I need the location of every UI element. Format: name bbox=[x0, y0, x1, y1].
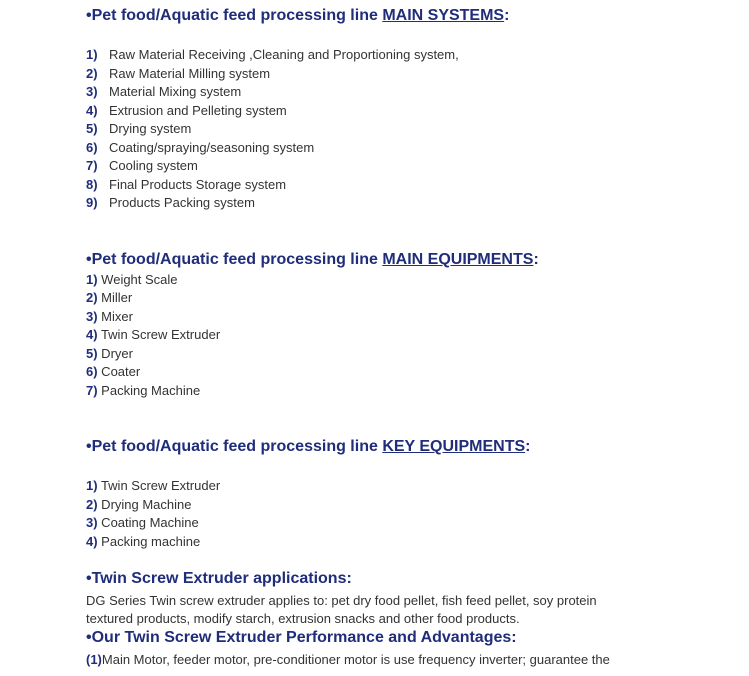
item-number: 1) bbox=[86, 478, 98, 493]
list-item bbox=[86, 66, 270, 82]
list-item bbox=[86, 497, 192, 513]
key-equipments-heading bbox=[86, 438, 530, 456]
heading-underlined: MAIN SYSTEMS bbox=[382, 7, 505, 24]
item-text: Extrusion and Pelleting system bbox=[109, 103, 287, 118]
item-text: Weight Scale bbox=[97, 272, 178, 287]
item-number: 6) bbox=[86, 364, 98, 379]
heading-text: •Pet food/Aquatic feed processing line bbox=[86, 7, 383, 24]
item-text: Raw Material Milling system bbox=[109, 66, 271, 81]
item-text: Mixer bbox=[97, 309, 133, 324]
item-text: Main Motor, feeder motor, pre-conditioner motor is use frequency inverter; guarantee the bbox=[101, 652, 610, 667]
item-number: 4) bbox=[86, 327, 98, 342]
item-number: 3) bbox=[86, 84, 98, 99]
item-number: 5) bbox=[86, 346, 98, 361]
item-number: 7) bbox=[86, 383, 98, 398]
list-item bbox=[86, 272, 178, 288]
item-text: Raw Material Receiving ,Cleaning and Proportioning system, bbox=[109, 47, 459, 62]
item-text: Drying Machine bbox=[97, 497, 192, 512]
item-text: Coater bbox=[97, 364, 141, 379]
main-equipments-heading bbox=[86, 251, 539, 269]
list-item bbox=[86, 47, 459, 63]
list-item bbox=[86, 158, 198, 174]
item-number: (1) bbox=[86, 652, 102, 667]
item-number: 6) bbox=[86, 140, 98, 155]
applications-line: DG Series Twin screw extruder applies to: pet dry food pellet, fish feed pellet, soy protein bbox=[86, 593, 597, 608]
heading-underlined: MAIN EQUIPMENTS bbox=[382, 251, 534, 268]
item-text: Miller bbox=[97, 290, 133, 305]
heading-underlined: KEY EQUIPMENTS bbox=[382, 438, 526, 455]
list-item bbox=[86, 534, 200, 550]
item-text: Products Packing system bbox=[109, 195, 255, 210]
item-number: 3) bbox=[86, 309, 98, 324]
item-text: Packing machine bbox=[97, 534, 201, 549]
list-item bbox=[86, 364, 140, 380]
list-item bbox=[86, 177, 286, 193]
item-text: Dryer bbox=[97, 346, 133, 361]
item-text: Drying system bbox=[109, 121, 192, 136]
item-number: 3) bbox=[86, 515, 98, 530]
list-item bbox=[86, 195, 255, 211]
applications-heading: •Twin Screw Extruder applications: bbox=[86, 570, 352, 587]
heading-text: •Pet food/Aquatic feed processing line bbox=[86, 251, 383, 268]
list-item bbox=[86, 383, 200, 399]
item-number: 8) bbox=[86, 177, 98, 192]
item-number: 1) bbox=[86, 47, 98, 62]
item-text: Twin Screw Extruder bbox=[97, 327, 221, 342]
item-number: 2) bbox=[86, 66, 98, 81]
applications-line: textured products, modify starch, extrusion snacks and other food products. bbox=[86, 611, 520, 626]
item-number: 7) bbox=[86, 158, 98, 173]
item-number: 1) bbox=[86, 272, 98, 287]
list-item bbox=[86, 290, 132, 306]
list-item bbox=[86, 121, 191, 137]
item-text: Coating/spraying/seasoning system bbox=[109, 140, 315, 155]
item-number: 4) bbox=[86, 103, 98, 118]
item-text: Cooling system bbox=[109, 158, 198, 173]
item-number: 2) bbox=[86, 497, 98, 512]
list-item bbox=[86, 478, 220, 494]
item-text: Packing Machine bbox=[97, 383, 201, 398]
heading-colon: : bbox=[525, 438, 531, 455]
list-item bbox=[86, 84, 241, 100]
item-number: 4) bbox=[86, 534, 98, 549]
item-number: 5) bbox=[86, 121, 98, 136]
main-systems-heading bbox=[86, 7, 509, 25]
list-item bbox=[86, 346, 133, 362]
advantages-line bbox=[86, 652, 610, 668]
item-text: Coating Machine bbox=[97, 515, 199, 530]
item-text: Final Products Storage system bbox=[109, 177, 287, 192]
list-item bbox=[86, 309, 133, 325]
heading-colon: : bbox=[533, 251, 539, 268]
advantages-heading: •Our Twin Screw Extruder Performance and Advantages: bbox=[86, 629, 517, 646]
list-item bbox=[86, 515, 199, 531]
heading-colon: : bbox=[504, 7, 510, 24]
heading-text: •Pet food/Aquatic feed processing line bbox=[86, 438, 383, 455]
list-item bbox=[86, 140, 314, 156]
item-text: Material Mixing system bbox=[109, 84, 242, 99]
list-item bbox=[86, 327, 220, 343]
item-number: 2) bbox=[86, 290, 98, 305]
item-number: 9) bbox=[86, 195, 98, 210]
item-text: Twin Screw Extruder bbox=[97, 478, 221, 493]
list-item bbox=[86, 103, 287, 119]
